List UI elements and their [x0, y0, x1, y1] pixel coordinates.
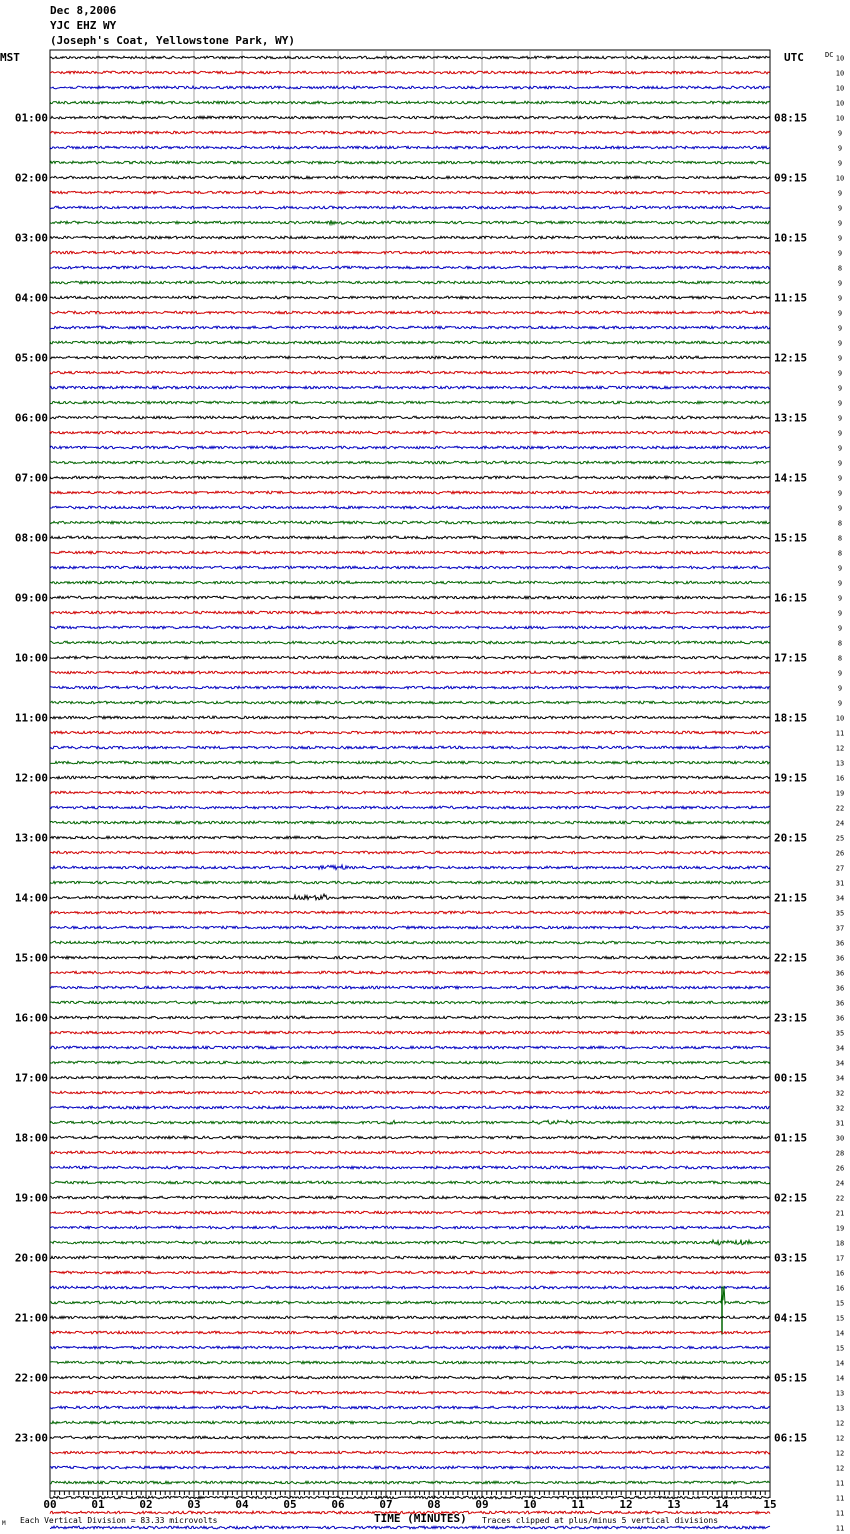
- dc-offset-label: 35: [835, 909, 845, 918]
- seismic-trace: [50, 191, 770, 194]
- dc-offset-label: 8: [837, 639, 843, 648]
- dc-offset-label: 12: [835, 1419, 845, 1428]
- utc-hour-label: 13:15: [774, 411, 808, 425]
- seismic-trace: [50, 641, 770, 644]
- dc-offset-label: 14: [835, 1359, 845, 1368]
- mst-hour-label: 21:00: [14, 1311, 48, 1325]
- dc-offset-label: 36: [835, 969, 845, 978]
- seismic-trace: [50, 881, 770, 884]
- dc-offset-label: 9: [837, 414, 843, 423]
- seismic-trace: [50, 1106, 770, 1109]
- seismic-trace: [50, 1016, 770, 1019]
- dc-offset-label: 9: [837, 684, 843, 693]
- dc-offset-label: 34: [835, 894, 845, 903]
- seismic-trace: [50, 1211, 770, 1214]
- seismic-trace: [50, 686, 770, 689]
- clipping-note: Traces clipped at plus/minus 5 vertical divisions: [482, 1516, 719, 1525]
- seismic-trace: [50, 56, 770, 59]
- utc-hour-label: 04:15: [774, 1311, 808, 1325]
- dc-offset-label: 32: [835, 1104, 845, 1113]
- seismic-trace: [50, 416, 770, 419]
- x-tick-label: 07: [379, 1498, 393, 1511]
- seismic-trace: [50, 371, 770, 374]
- plot-frame: [50, 50, 770, 1491]
- x-tick-label: 03: [187, 1498, 201, 1511]
- mst-hour-label: 06:00: [14, 411, 48, 425]
- mst-hour-label: 19:00: [14, 1191, 48, 1205]
- dc-offset-label: 9: [837, 459, 843, 468]
- seismic-trace: [50, 431, 770, 434]
- mst-hour-label: 12:00: [14, 771, 48, 785]
- dc-offset-label: 10: [835, 174, 845, 183]
- dc-offset-label: 34: [835, 1044, 845, 1053]
- utc-hour-label: 18:15: [774, 711, 808, 725]
- dc-offset-label: 8: [837, 549, 843, 558]
- seismic-trace: [50, 1076, 770, 1079]
- seismic-trace: [50, 1406, 770, 1409]
- dc-offset-label: 22: [835, 804, 845, 813]
- seismic-trace: [50, 971, 770, 974]
- x-tick-label: 08: [427, 1498, 441, 1511]
- dc-offset-label: 9: [837, 279, 843, 288]
- seismic-trace: [50, 176, 770, 179]
- seismic-trace: [50, 311, 770, 314]
- dc-offset-label: 9: [837, 384, 843, 393]
- mst-hour-label: 17:00: [14, 1071, 48, 1085]
- seismic-trace: [50, 461, 770, 464]
- dc-offset-label: 9: [837, 489, 843, 498]
- mst-hour-label: 08:00: [14, 531, 48, 545]
- utc-hour-label: 00:15: [774, 1071, 808, 1085]
- seismic-trace: [50, 806, 770, 809]
- seismic-trace: [50, 1526, 770, 1529]
- seismic-trace: [50, 941, 770, 944]
- x-tick-label: 10: [523, 1498, 537, 1511]
- dc-offset-label: 13: [835, 1389, 845, 1398]
- dc-offset-label: 9: [837, 354, 843, 363]
- x-tick-label: 02: [139, 1498, 153, 1511]
- dc-offset-label: 21: [835, 1209, 845, 1218]
- x-axis-label: TIME (MINUTES): [374, 1512, 467, 1525]
- dc-offset-label: 18: [835, 1239, 845, 1248]
- seismic-trace: [50, 1481, 770, 1484]
- seismic-trace: [50, 1166, 770, 1169]
- x-tick-label: 06: [331, 1498, 345, 1511]
- dc-offset-label: 34: [835, 1059, 845, 1068]
- seismic-trace: [50, 1451, 770, 1454]
- dc-offset-label: 9: [837, 294, 843, 303]
- right-axis-label: UTC: [784, 51, 804, 64]
- dc-offset-label: 24: [835, 819, 845, 828]
- dc-offset-label: 31: [835, 1119, 845, 1128]
- x-tick-label: 04: [235, 1498, 249, 1511]
- seismic-trace: [50, 1436, 770, 1439]
- dc-offset-label: 9: [837, 249, 843, 258]
- seismic-trace: [50, 521, 770, 524]
- x-tick-label: 05: [283, 1498, 297, 1511]
- mst-hour-label: 22:00: [14, 1371, 48, 1385]
- seismic-trace: [50, 956, 770, 959]
- seismic-trace: [50, 746, 770, 749]
- dc-offset-label: 26: [835, 1164, 845, 1173]
- seismic-trace: [50, 894, 770, 900]
- dc-offset-label: 12: [835, 1434, 845, 1443]
- dc-offset-label: 16: [835, 774, 845, 783]
- dc-offset-label: 16: [835, 1284, 845, 1293]
- seismic-trace: [50, 326, 770, 329]
- seismic-trace: [50, 1091, 770, 1094]
- utc-hour-label: 12:15: [774, 351, 808, 365]
- seismic-trace: [50, 1196, 770, 1199]
- seismic-trace: [50, 566, 770, 569]
- seismic-trace: [50, 821, 770, 824]
- utc-hour-label: 15:15: [774, 531, 808, 545]
- utc-hour-label: 10:15: [774, 231, 808, 245]
- seismic-trace: [50, 1061, 770, 1064]
- dc-offset-label: 26: [835, 849, 845, 858]
- seismic-trace: [50, 86, 770, 89]
- dc-offset-label: 9: [837, 564, 843, 573]
- seismic-trace: [50, 1286, 770, 1289]
- dc-offset-label: 14: [835, 1374, 845, 1383]
- dc-offset-label: 10: [835, 69, 845, 78]
- utc-hour-label: 20:15: [774, 831, 808, 845]
- mst-hour-label: 18:00: [14, 1131, 48, 1145]
- x-tick-label: 00: [43, 1498, 57, 1511]
- seismic-trace: [50, 1240, 770, 1245]
- mst-hour-label: 14:00: [14, 891, 48, 905]
- utc-hour-label: 17:15: [774, 651, 808, 665]
- utc-hour-label: 19:15: [774, 771, 808, 785]
- seismic-trace: [50, 1391, 770, 1394]
- seismic-trace: [50, 1316, 770, 1319]
- seismic-trace: [50, 581, 770, 584]
- dc-offset-label: 15: [835, 1314, 845, 1323]
- dc-offset-label: 8: [837, 534, 843, 543]
- dc-offset-label: 31: [835, 879, 845, 888]
- mst-hour-label: 13:00: [14, 831, 48, 845]
- dc-offset-label: 36: [835, 984, 845, 993]
- utc-hour-label: 03:15: [774, 1251, 808, 1265]
- seismic-trace: [50, 596, 770, 599]
- dc-offset-label: 8: [837, 264, 843, 273]
- utc-hour-label: 16:15: [774, 591, 808, 605]
- seismic-trace: [50, 341, 770, 344]
- dc-offset-label: 9: [837, 369, 843, 378]
- seismic-trace: [50, 1361, 770, 1364]
- dc-offset-label: 9: [837, 204, 843, 213]
- station-location: (Joseph's Coat, Yellowstone Park, WY): [50, 34, 296, 47]
- seismic-trace: [50, 206, 770, 209]
- utc-hour-label: 21:15: [774, 891, 808, 905]
- dc-offset-label: 17: [835, 1254, 845, 1263]
- x-tick-label: 12: [619, 1498, 633, 1511]
- mst-hour-label: 05:00: [14, 351, 48, 365]
- seismic-trace: [50, 671, 770, 674]
- dc-offset-label: 9: [837, 429, 843, 438]
- mst-hour-label: 03:00: [14, 231, 48, 245]
- seismic-trace: [50, 1136, 770, 1139]
- station-name: YJC EHZ WY: [50, 19, 117, 32]
- seismic-trace: [50, 506, 770, 509]
- dc-offset-label: 13: [835, 759, 845, 768]
- seismic-trace: [50, 1120, 770, 1124]
- utc-hour-label: 22:15: [774, 951, 808, 965]
- seismic-trace: [50, 536, 770, 539]
- dc-offset-label: 19: [835, 1224, 845, 1233]
- seismic-trace: [50, 266, 770, 269]
- dc-offset-label: 9: [837, 219, 843, 228]
- dc-offset-label: 9: [837, 144, 843, 153]
- dc-offset-label: 27: [835, 864, 845, 873]
- dc-offset-label: 10: [835, 84, 845, 93]
- dc-offset-label: 9: [837, 399, 843, 408]
- dc-offset-label: 8: [837, 654, 843, 663]
- dc-offset-label: 11: [835, 1524, 845, 1533]
- x-tick-label: 09: [475, 1498, 489, 1511]
- seismic-trace: [50, 281, 770, 284]
- dc-offset-label: 37: [835, 924, 845, 933]
- seismic-trace: [50, 1226, 770, 1229]
- seismic-trace: [50, 1376, 770, 1379]
- seismic-trace: [50, 1151, 770, 1154]
- seismic-trace: [50, 851, 770, 854]
- x-tick-label: 14: [715, 1498, 729, 1511]
- seismic-trace: [50, 731, 770, 734]
- dc-offset-label: 34: [835, 1074, 845, 1083]
- dc-offset-label: 36: [835, 1014, 845, 1023]
- mst-hour-label: 02:00: [14, 171, 48, 185]
- x-tick-label: 11: [571, 1498, 585, 1511]
- seismic-trace: [50, 911, 770, 914]
- dc-offset-label: 9: [837, 339, 843, 348]
- corner-mark: M: [2, 1520, 6, 1527]
- x-tick-label: 01: [91, 1498, 105, 1511]
- dc-offset-label: 12: [835, 744, 845, 753]
- mst-hour-label: 15:00: [14, 951, 48, 965]
- utc-hour-label: 14:15: [774, 471, 808, 485]
- seismic-trace: [50, 251, 770, 254]
- utc-hour-label: 11:15: [774, 291, 808, 305]
- mst-hour-label: 11:00: [14, 711, 48, 725]
- dc-offset-label: 11: [835, 1509, 845, 1518]
- seismic-trace: [50, 476, 770, 479]
- dc-offset-label: 36: [835, 939, 845, 948]
- utc-hour-label: 23:15: [774, 1011, 808, 1025]
- mst-hour-label: 20:00: [14, 1251, 48, 1265]
- dc-offset-label: 36: [835, 999, 845, 1008]
- dc-label: DC: [825, 51, 834, 59]
- dc-offset-label: 9: [837, 324, 843, 333]
- x-tick-label: 13: [667, 1498, 681, 1511]
- dc-offset-label: 13: [835, 1404, 845, 1413]
- seismic-trace: [50, 761, 770, 764]
- dc-offset-label: 10: [835, 114, 845, 123]
- dc-offset-label: 28: [835, 1149, 845, 1158]
- utc-hour-label: 06:15: [774, 1431, 808, 1445]
- seismic-trace: [50, 220, 770, 224]
- dc-offset-label: 11: [835, 729, 845, 738]
- seismic-trace: [50, 491, 770, 494]
- utc-hour-label: 08:15: [774, 111, 808, 125]
- dc-offset-label: 10: [835, 99, 845, 108]
- seismic-trace: [50, 101, 770, 104]
- dc-offset-label: 9: [837, 669, 843, 678]
- dc-offset-label: 10: [835, 714, 845, 723]
- mst-hour-label: 09:00: [14, 591, 48, 605]
- seismic-trace: [50, 626, 770, 629]
- dc-offset-label: 9: [837, 309, 843, 318]
- seismic-trace: [50, 716, 770, 719]
- seismic-trace: [50, 791, 770, 794]
- seismic-trace: [50, 611, 770, 614]
- dc-offset-label: 9: [837, 159, 843, 168]
- seismic-trace: [50, 1496, 770, 1499]
- dc-offset-label: 9: [837, 504, 843, 513]
- dc-offset-label: 8: [837, 519, 843, 528]
- seismic-trace: [50, 986, 770, 989]
- utc-hour-label: 05:15: [774, 1371, 808, 1385]
- seismic-trace: [50, 1421, 770, 1424]
- seismic-trace: [50, 865, 770, 870]
- seismic-trace: [50, 1031, 770, 1034]
- seismic-trace: [50, 1346, 770, 1349]
- seismic-trace: [50, 836, 770, 839]
- seismic-trace: [50, 296, 770, 299]
- seismic-trace: [50, 236, 770, 239]
- dc-offset-label: 9: [837, 699, 843, 708]
- dc-offset-label: 11: [835, 1479, 845, 1488]
- utc-hour-label: 01:15: [774, 1131, 808, 1145]
- left-axis-label: MST: [0, 51, 20, 64]
- dc-offset-label: 9: [837, 189, 843, 198]
- dc-offset-label: 9: [837, 129, 843, 138]
- dc-offset-label: 25: [835, 834, 845, 843]
- seismic-trace: [50, 1001, 770, 1004]
- seismic-trace: [50, 401, 770, 404]
- seismic-trace: [50, 1331, 770, 1334]
- dc-offset-label: 10: [835, 54, 845, 63]
- dc-offset-label: 19: [835, 789, 845, 798]
- dc-offset-label: 12: [835, 1449, 845, 1458]
- dc-offset-label: 9: [837, 624, 843, 633]
- seismic-trace: [50, 386, 770, 389]
- mst-hour-label: 10:00: [14, 651, 48, 665]
- chart-date: Dec 8,2006: [50, 4, 117, 17]
- seismic-trace: [50, 776, 770, 779]
- mst-hour-label: 16:00: [14, 1011, 48, 1025]
- dc-offset-label: 9: [837, 474, 843, 483]
- dc-offset-label: 35: [835, 1029, 845, 1038]
- seismic-trace: [50, 656, 770, 659]
- utc-hour-label: 02:15: [774, 1191, 808, 1205]
- dc-offset-label: 12: [835, 1464, 845, 1473]
- x-tick-label: 15: [763, 1498, 777, 1511]
- dc-offset-label: 32: [835, 1089, 845, 1098]
- seismic-trace: [50, 1181, 770, 1184]
- dc-offset-label: 11: [835, 1494, 845, 1503]
- seismic-trace: [50, 1256, 770, 1259]
- dc-offset-label: 16: [835, 1269, 845, 1278]
- dc-offset-label: 24: [835, 1179, 845, 1188]
- dc-offset-label: 9: [837, 579, 843, 588]
- seismic-trace: [50, 131, 770, 134]
- dc-offset-label: 14: [835, 1329, 845, 1338]
- dc-offset-label: 9: [837, 234, 843, 243]
- vertical-division-note: Each Vertical Division = 83.33 microvolts: [20, 1516, 218, 1525]
- dc-offset-label: 15: [835, 1344, 845, 1353]
- seismic-trace: [50, 701, 770, 704]
- mst-hour-label: 01:00: [14, 111, 48, 125]
- seismic-trace: [50, 551, 770, 554]
- seismic-trace: [50, 71, 770, 74]
- seismic-trace: [50, 161, 770, 164]
- mst-hour-label: 07:00: [14, 471, 48, 485]
- dc-offset-label: 15: [835, 1299, 845, 1308]
- utc-hour-label: 09:15: [774, 171, 808, 185]
- dc-offset-label: 22: [835, 1194, 845, 1203]
- dc-offset-label: 30: [835, 1134, 845, 1143]
- mst-hour-label: 04:00: [14, 291, 48, 305]
- seismic-trace: [50, 356, 770, 359]
- dc-offset-label: 9: [837, 594, 843, 603]
- seismic-trace: [50, 116, 770, 119]
- seismic-trace: [50, 1271, 770, 1274]
- mst-hour-label: 23:00: [14, 1431, 48, 1445]
- dc-offset-label: 9: [837, 609, 843, 618]
- seismic-trace: [50, 446, 770, 449]
- dc-offset-label: 9: [837, 444, 843, 453]
- seismic-trace: [50, 1466, 770, 1469]
- seismic-trace: [50, 146, 770, 149]
- dc-offset-label: 36: [835, 954, 845, 963]
- seismic-trace: [50, 926, 770, 929]
- seismic-trace: [50, 1046, 770, 1049]
